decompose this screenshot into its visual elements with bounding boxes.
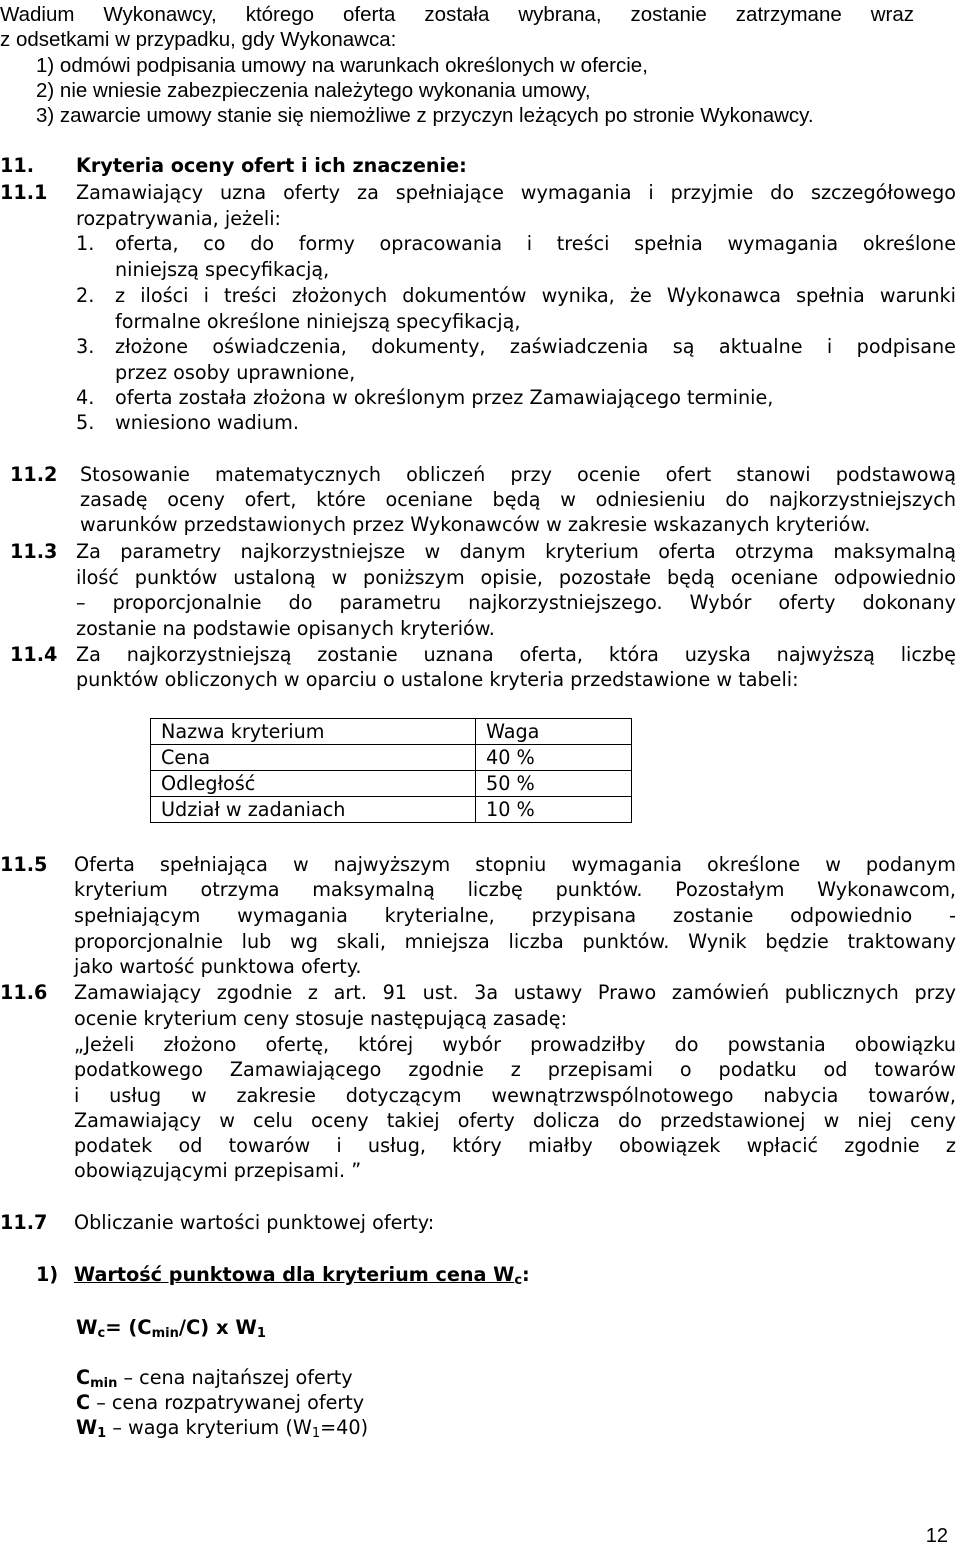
para-11-5-line-2: kryterium otrzyma maksymalną liczbę punktów. Pozostałym Wykonawcom, [74,878,956,901]
section-number: 11. [0,154,34,177]
para-11-6-number: 11.6 [0,981,48,1004]
para-11-5-line-5: jako wartość punktowa oferty. [74,955,362,978]
intro-item-1: 1) odmówi podpisania umowy na warunkach określonych w ofercie, [36,54,648,77]
para-11-6-line-2: ocenie kryterium ceny stosuje następującą zasadę: [74,1007,568,1030]
para-11-6-line-3: „Jeżeli złożono ofertę, której wybór prowadziłby do powstania obowiązku [74,1033,956,1056]
para-11-3-line-2: ilość punktów ustaloną w poniższym opisie, pozostałe będą oceniane odpowiednio [76,566,956,589]
para-11-3-line-4: zostanie na podstawie opisanych kryteriów. [76,617,495,640]
condition-4-line-1: oferta została złożona w określonym przez Zamawiającego terminie, [115,386,774,409]
condition-2-number: 2. [76,284,95,307]
condition-3-line-1: złożone oświadczenia, dokumenty, zaświadczenia są aktualne i podpisane [115,335,956,358]
para-11-2-line-2: zasadę oceny ofert, które oceniane będą w odniesieniu do najkorzystniejszych [80,488,956,511]
condition-5-line-1: wniesiono wadium. [115,411,299,434]
legend-cmin: $C_{min}$ – cena najtańszej oferty [76,1366,353,1391]
page-number: 12 [925,1525,948,1547]
para-11-3-number: 11.3 [10,540,58,563]
para-11-7-number: 11.7 [0,1211,48,1234]
legend-w1: $W_1$ – waga kryterium $(W_1=40)$ [76,1416,369,1441]
para-11-1-line-1: Zamawiający uzna oferty za spełniające wymagania i przyjmie do szczegółowego [76,181,956,204]
table-row [151,771,632,797]
condition-1-line-2: niniejszą specyfikacją, [115,258,330,281]
para-11-6-line-8: obowiązującymi przepisami. ” [74,1159,362,1182]
para-11-3-line-1: Za parametry najkorzystniejsze w danym kryterium oferta otrzyma maksymalną [76,540,956,563]
formula-equation: $W_c= (C_{min}/C)$ x $W_1$ [76,1316,266,1341]
condition-2-line-2: formalne określone niniejszą specyfikacją, [115,310,521,333]
para-11-4-line-2: punktów obliczonych w oparciu o ustalone kryteria przedstawione w tabeli: [76,668,799,691]
para-11-5-line-4: proporcjonalnie lub wg skali, mniejsza liczba punktów. Wynik będzie traktowany [74,930,956,953]
section-heading: Kryteria oceny ofert i ich znaczenie: [76,154,467,177]
para-11-7-text: Obliczanie wartości punktowej oferty: [74,1211,435,1234]
table-row [151,797,632,823]
table-cell: 10 % [476,797,632,823]
para-11-4-number: 11.4 [10,643,58,666]
table-cell: Udział w zadaniach [151,797,476,823]
para-11-6-line-4: podatkowego Zamawiającego zgodnie z przepisami o podatku od towarów [74,1058,956,1081]
intro-item-3: 3) zawarcie umowy stanie się niemożliwe z przyczyn leżących po stronie Wykonawcy. [36,104,814,127]
condition-4-number: 4. [76,386,95,409]
table-cell: 40 % [476,745,632,771]
condition-1-number: 1. [76,232,95,255]
para-11-5-number: 11.5 [0,853,48,876]
table-row [151,745,632,771]
intro-line-1: Wadium Wykonawcy, którego oferta została wybrana, zostanie zatrzymane wraz [0,3,914,26]
para-11-4-line-1: Za najkorzystniejszą zostanie uznana oferta, która uzyska najwyższą liczbę [76,643,956,666]
para-11-5-line-1: Oferta spełniająca w najwyższym stopniu wymagania określone w podanym [74,853,956,876]
condition-2-line-1: z ilości i treści złożonych dokumentów wynika, że Wykonawca spełnia warunki [115,284,956,307]
para-11-3-line-3: – proporcjonalnie do parametru najkorzystniejszego. Wybór oferty dokonany [76,591,956,614]
table-cell: 50 % [476,771,632,797]
table-header-row [151,719,632,745]
para-11-6-line-5: i usług w zakresie dotyczącym wewnątrzwspólnotowego nabycia towarów, [74,1084,956,1107]
intro-line-2: z odsetkami w przypadku, gdy Wykonawca: [0,28,397,51]
para-11-1-number: 11.1 [0,181,48,204]
criteria-table [150,718,632,823]
condition-3-number: 3. [76,335,95,358]
intro-item-2: 2) nie wniesie zabezpieczenia należytego wykonania umowy, [36,79,591,102]
condition-3-line-2: przez osoby uprawnione, [115,361,356,384]
para-11-6-line-7: podatek od towarów i usług, który miałby obowiązek wpłacić zgodnie z [74,1134,956,1157]
para-11-1-line-2: rozpatrywania, jeżeli: [76,207,282,230]
table-header-cell: Waga [476,719,632,745]
formula-item-title: Wartość punktowa dla kryterium cena $W_c$: [74,1263,530,1288]
legend-c: C – cena rozpatrywanej oferty [76,1391,365,1414]
table-header-cell: Nazwa kryterium [151,719,476,745]
table-cell: Cena [151,745,476,771]
condition-1-line-1: oferta, co do formy opracowania i treści spełnia wymagania określone [115,232,956,255]
para-11-2-number: 11.2 [10,463,58,486]
table-cell: Odległość [151,771,476,797]
formula-item-number: 1) [36,1263,59,1286]
para-11-6-line-6: Zamawiający w celu oceny takiej oferty dolicza do przedstawionej w niej ceny [74,1109,956,1132]
condition-5-number: 5. [76,411,95,434]
para-11-2-line-1: Stosowanie matematycznych obliczeń przy ocenie ofert stanowi podstawową [80,463,956,486]
para-11-5-line-3: spełniającym wymagania kryterialne, przypisana zostanie odpowiednio - [74,904,956,927]
para-11-6-line-1: Zamawiający zgodnie z art. 91 ust. 3a ustawy Prawo zamówień publicznych przy [74,981,956,1004]
para-11-2-line-3: warunków przedstawionych przez Wykonawców w zakresie wskazanych kryteriów. [80,513,871,536]
